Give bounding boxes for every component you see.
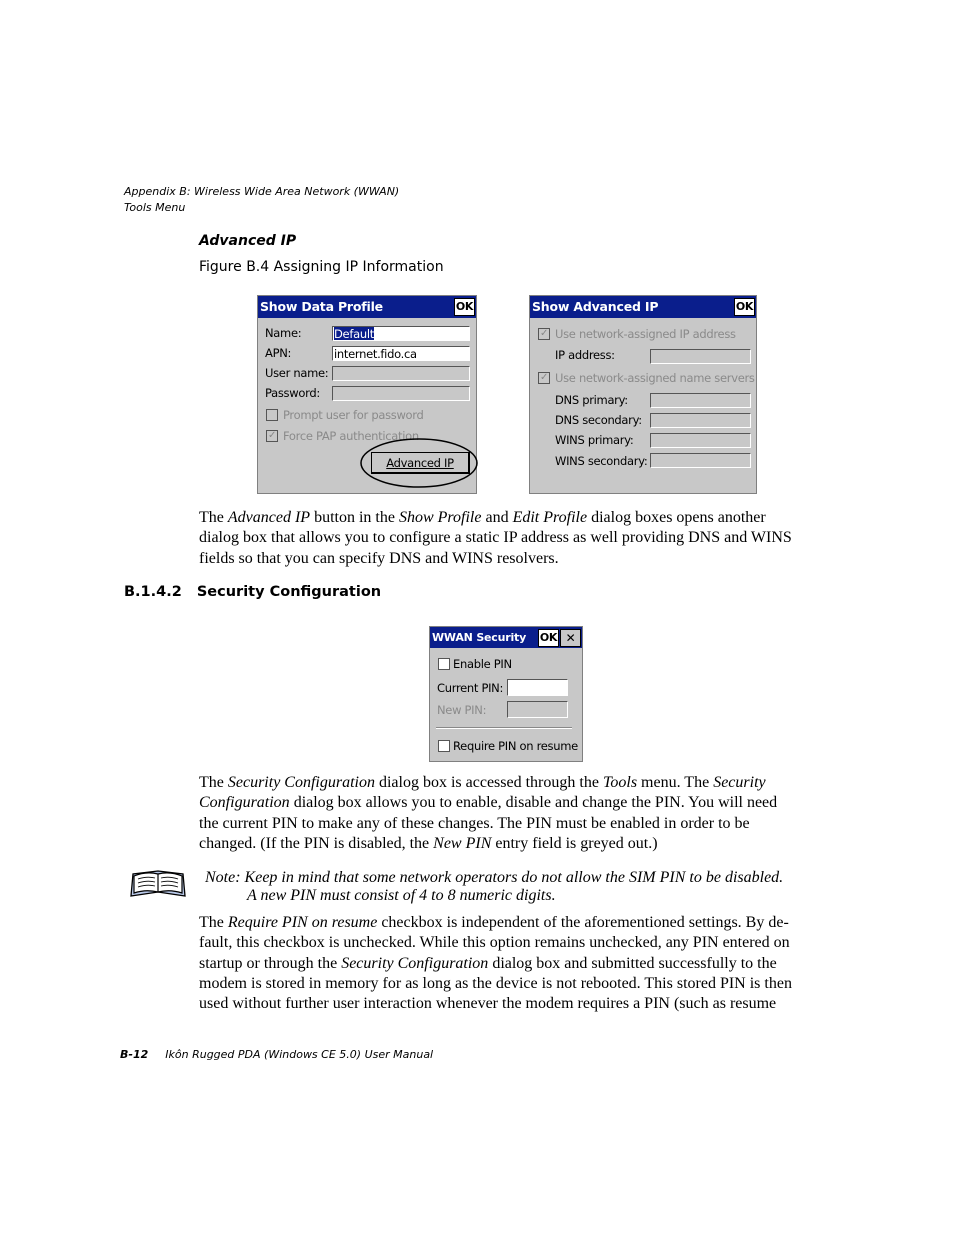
ip-address-field[interactable]: [650, 349, 751, 364]
force-pap-checkbox[interactable]: ✓: [267, 430, 277, 441]
current-pin-label: Current PIN:: [437, 681, 504, 695]
section-title: Security Configuration: [196, 584, 382, 600]
text-italic: Advanced IP: [227, 509, 311, 526]
text: The: [199, 774, 228, 791]
section-heading: [124, 584, 381, 600]
paragraph-advanced-ip: [199, 508, 829, 569]
text: The: [199, 509, 228, 526]
password-label: Password:: [265, 386, 320, 400]
dns-primary-label: DNS primary:: [555, 393, 628, 407]
current-pin-field[interactable]: [507, 679, 568, 696]
use-network-ip-checkbox[interactable]: ✓: [539, 328, 549, 339]
paragraph-security: [199, 773, 829, 854]
use-network-ip-label: Use network-assigned IP address: [555, 327, 736, 341]
text-line: used without further user interaction whenever the modem requires a PIN (such as resume: [199, 995, 777, 1013]
page-footer: [120, 1047, 433, 1063]
username-field[interactable]: [332, 366, 470, 381]
text: dialog box and submitted successfully to the: [488, 954, 777, 972]
text-italic: Show Profile: [398, 509, 482, 526]
dialog-title: Show Data Profile: [260, 299, 383, 314]
new-pin-label: New PIN:: [437, 703, 487, 717]
show-advanced-ip-dialog: [529, 295, 757, 494]
ok-button[interactable]: OK: [454, 298, 475, 316]
title-bar: [530, 296, 756, 318]
wwan-security-dialog: [429, 626, 583, 762]
dialog-title: WWAN Security: [432, 631, 527, 644]
divider: [436, 727, 572, 729]
ip-address-label: IP address:: [555, 348, 615, 362]
section-number: B.1.4.2: [124, 584, 182, 600]
text: and: [481, 509, 513, 526]
text: startup or through the: [199, 954, 342, 972]
wins-primary-field[interactable]: [650, 433, 751, 448]
figure-caption: Figure B.4 Assigning IP Information: [199, 259, 444, 275]
note-book-icon: [128, 868, 188, 900]
subheading-advanced-ip: Advanced IP: [199, 233, 297, 249]
title-bar: [430, 627, 582, 648]
text: dialog box is accessed through the: [374, 774, 603, 791]
text-line: dialog box that allows you to configure a static IP address as well providing DNS and WINS: [199, 529, 792, 547]
password-field[interactable]: [332, 386, 470, 401]
text-italic: New PIN: [433, 834, 492, 852]
header-chapter: Appendix B: Wireless Wide Area Network (WWAN): [124, 185, 400, 198]
text-italic: Security: [713, 774, 766, 791]
text-line: fields so that you can specify DNS and WINS resolvers.: [199, 549, 559, 567]
dns-secondary-label: DNS secondary:: [555, 413, 642, 427]
ok-button[interactable]: OK: [734, 298, 755, 316]
force-pap-label: Force PAP authentication: [283, 429, 419, 443]
dns-secondary-field[interactable]: [650, 413, 751, 428]
text-italic: Configuration: [199, 794, 290, 812]
title-bar: [258, 296, 476, 318]
note-line: A new PIN must consist of 4 to 8 numeric digits.: [247, 887, 556, 904]
use-network-ns-checkbox[interactable]: ✓: [539, 372, 549, 383]
prompt-password-checkbox[interactable]: [266, 409, 278, 421]
use-network-ns-label: Use network-assigned name servers: [555, 371, 755, 385]
manual-title: Ikôn Rugged PDA (Windows CE 5.0) User Manual: [165, 1048, 434, 1061]
text: menu. The: [637, 774, 714, 791]
prompt-password-label: Prompt user for password: [283, 408, 424, 422]
running-header: [124, 184, 399, 216]
text-italic: Require PIN on resume: [227, 914, 378, 931]
dns-primary-field[interactable]: [650, 393, 751, 408]
require-pin-checkbox[interactable]: [438, 740, 450, 752]
text: changed. (If the PIN is disabled, the: [199, 834, 434, 852]
require-pin-label: Require PIN on resume: [453, 739, 578, 753]
wins-secondary-label: WINS secondary:: [555, 454, 648, 468]
dialog-title: Show Advanced IP: [532, 299, 659, 314]
text: button in the: [310, 509, 399, 526]
text-italic: Edit Profile: [512, 509, 588, 526]
text: entry field is greyed out.): [491, 834, 658, 852]
text-line: fault, this checkbox is unchecked. While this option remains unchecked, any PIN entered on: [199, 934, 790, 952]
text: checkbox is independent of the aforementioned settings. By de-: [377, 914, 789, 931]
note-line: Note: Keep in mind that some network operators do not allow the SIM PIN to be disabled.: [205, 869, 784, 886]
enable-pin-checkbox[interactable]: [438, 658, 450, 670]
text-line: the current PIN to make any of these changes. The PIN must be enabled in order to be: [199, 814, 750, 832]
close-icon[interactable]: ✕: [560, 629, 581, 647]
username-label: User name:: [265, 366, 329, 380]
paragraph-require-pin: [199, 913, 829, 1014]
enable-pin-label: Enable PIN: [453, 657, 512, 671]
name-label: Name:: [265, 326, 302, 340]
advanced-ip-button-label: Advanced IP: [386, 456, 454, 470]
text-italic: Security Configuration: [227, 774, 375, 791]
text-italic: Security Configuration: [341, 954, 489, 972]
new-pin-field[interactable]: [507, 701, 568, 718]
text-line: modem is stored in memory for as long as the device is not rebooted. This stored PIN is then: [199, 974, 792, 992]
text: dialog box allows you to enable, disable and change the PIN. You will need: [289, 794, 778, 812]
text-italic: Tools: [602, 774, 638, 791]
ok-button[interactable]: OK: [538, 629, 559, 647]
wins-primary-label: WINS primary:: [555, 433, 634, 447]
page-number: B-12: [120, 1048, 149, 1061]
text: dialog boxes opens another: [587, 509, 766, 526]
note-text: [205, 869, 783, 905]
apn-field[interactable]: internet.fido.ca: [332, 346, 470, 361]
name-field[interactable]: [332, 326, 470, 341]
name-value: Default: [334, 327, 374, 341]
apn-label: APN:: [265, 346, 292, 360]
callout-ellipse: [356, 434, 484, 494]
text: The: [199, 914, 228, 931]
wins-secondary-field[interactable]: [650, 453, 751, 468]
header-section: Tools Menu: [124, 201, 186, 214]
